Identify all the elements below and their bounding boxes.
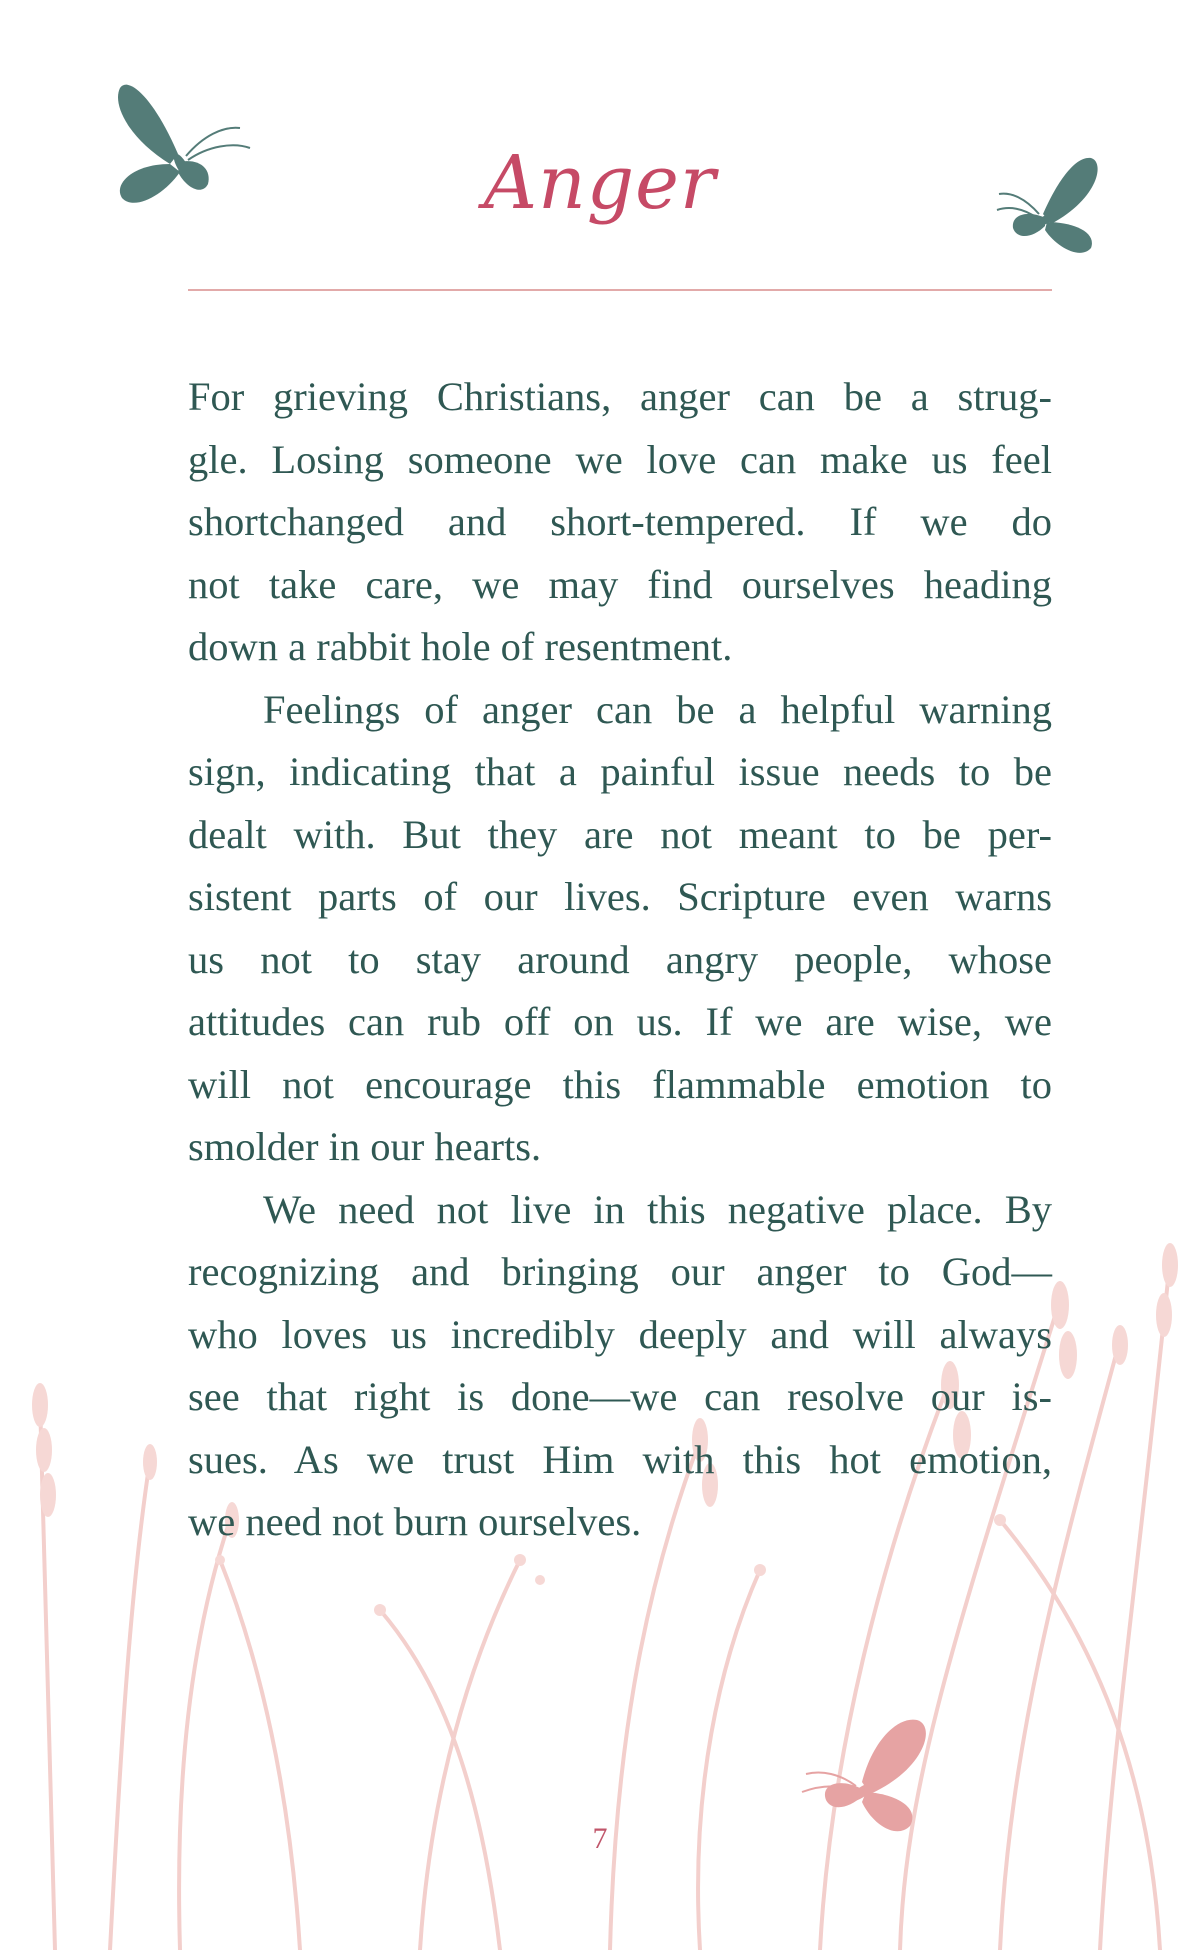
text-line: sign, indicating that a painful issue needs to be xyxy=(188,749,1052,794)
text-line: dealt with. But they are not meant to be per- xyxy=(188,811,1052,857)
page-number: 7 xyxy=(592,1822,608,1855)
paragraph xyxy=(188,1179,1052,1554)
text-line: smolder in our hearts. xyxy=(188,1124,542,1169)
text-line: see that right is done—we can resolve our is- xyxy=(188,1374,1052,1419)
paragraph xyxy=(188,366,1052,679)
text-line: Feelings of anger can be a helpful warning xyxy=(263,686,1052,732)
text-line: will not encourage this flammable emotion to xyxy=(188,1061,1052,1107)
body-text xyxy=(188,366,1052,1554)
text-line: down a rabbit hole of resentment. xyxy=(188,624,733,669)
text-line: not take care, we may find ourselves heading xyxy=(188,561,1052,607)
text-line: gle. Losing someone we love can make us feel xyxy=(188,436,1052,482)
butterfly-icon xyxy=(995,152,1107,262)
text-line: attitudes can rub off on us. If we are wise, we xyxy=(188,999,1052,1044)
paragraph xyxy=(188,679,1052,1179)
text-line: sues. As we trust Him with this hot emotion, xyxy=(188,1436,1052,1482)
text-line: who loves us incredibly deeply and will always xyxy=(188,1311,1052,1357)
text-line: We need not live in this negative place. By xyxy=(263,1186,1052,1232)
title-divider xyxy=(188,289,1052,291)
page-title: Anger xyxy=(483,140,717,226)
text-line: recognizing and bringing our anger to God— xyxy=(188,1249,1052,1294)
text-line: we need not burn ourselves. xyxy=(188,1499,642,1544)
text-line: sistent parts of our lives. Scripture even warns xyxy=(188,874,1052,919)
text-line: For grieving Christians, anger can be a strug- xyxy=(188,374,1052,419)
text-line: us not to stay around angry people, whose xyxy=(188,936,1052,982)
text-line: shortchanged and short-tempered. If we do xyxy=(188,499,1052,544)
